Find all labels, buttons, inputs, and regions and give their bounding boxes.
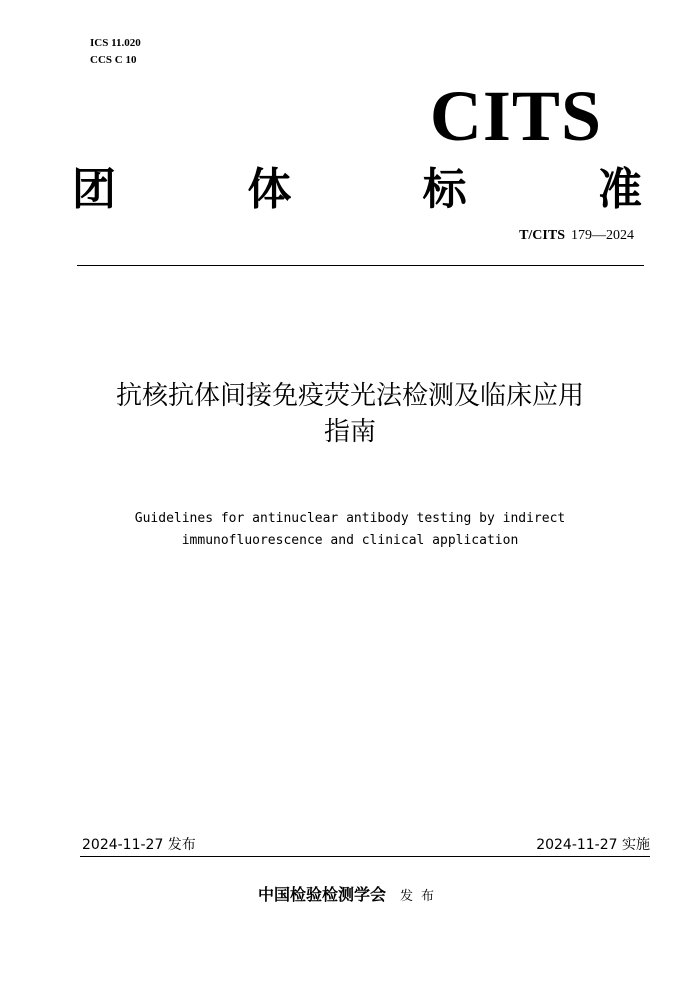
chinese-title-line-2: 指南 [323,417,376,447]
top-divider [77,265,644,266]
implementation-date: 2024-11-27 实施 [536,837,650,853]
standard-number-value: 179—2024 [571,228,634,243]
ccs-code: CCS C 10 [90,54,137,66]
category-char-2: 体 [247,164,292,215]
standard-category-title [72,164,642,216]
category-char-3: 标 [422,164,467,215]
publisher-action: 发布 [400,889,443,904]
ics-code: ICS 11.020 [90,37,141,49]
standard-prefix: T/CITS [519,228,565,243]
publisher-organization: 中国检验检测学会 [257,885,386,904]
publisher-line [0,884,700,908]
english-title-line-1: Guidelines for antinuclear antibody testing by indirect [134,511,566,526]
chinese-title-line-1: 抗核抗体间接免疫荧光法检测及临床应用 [115,381,584,411]
english-title-line-2: immunofluorescence and clinical application [181,533,519,548]
english-title [40,508,660,552]
category-char-1: 团 [72,164,116,215]
standard-number [519,228,634,244]
issue-date: 2024-11-27 发布 [82,837,196,853]
cits-logo-text: CITS [429,76,602,156]
chinese-title [40,378,660,450]
category-char-4: 准 [597,164,642,215]
bottom-divider [80,856,650,857]
